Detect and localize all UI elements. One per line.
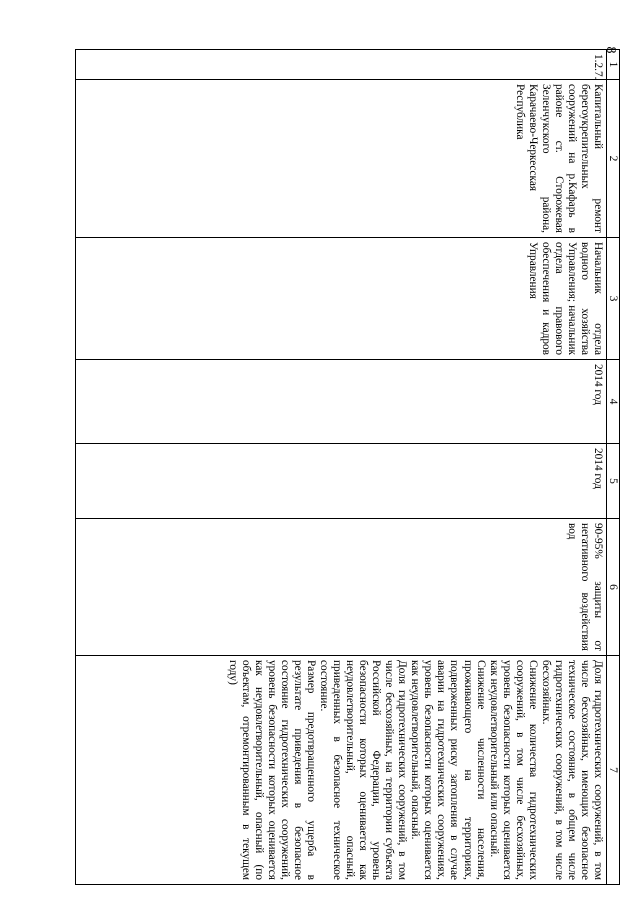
header-col-6: 6 (607, 519, 620, 656)
responsible-cell: Начальник отдела водного хозяйства Управления; начальник отдела правового обеспечения и кадров Управления (76, 238, 607, 360)
row-number-cell: 1.2.7. (76, 50, 607, 80)
header-col-1: 1 (607, 50, 620, 80)
page-number: 8 (603, 46, 618, 54)
table-header-row (607, 50, 620, 885)
start-date-cell: 2014 год (76, 360, 607, 444)
rotated-table-block (75, 49, 620, 884)
indicator-paragraph: Доля гидротехнических сооружений, в том числе бесхозяйных, имеющих безопасное техническое состояние, в общем числе гидротехнических сооружений, в том числе бесхозяйных. (539, 660, 604, 880)
indicator-paragraph: Размер предотвращенного ущерба в результате приведения в безопасное состояние гидротехнических сооружений, уровень безопасности которых оценивается как неудовлетворительный, опасный (по объектам, отремонтированным в текущем году) (226, 660, 317, 880)
measures-table (75, 49, 620, 885)
header-col-7: 7 (607, 656, 620, 885)
header-col-3: 3 (607, 238, 620, 360)
header-col-4: 4 (607, 360, 620, 444)
end-date-cell: 2014 год (76, 444, 607, 519)
indicator-paragraph: Снижение численности населения, проживающего на территориях, подверженных риску затопления в случае аварии на гидротехнических сооружениях, уровень безопасности которых оценивается как неудовлетворительный, опасный. (409, 660, 487, 880)
indicator-paragraph: Снижение количества гидротехнических сооружений, в том числе бесхозяйных, уровень безопасности которых оценивается как неудовлетворительный или опасный. (487, 660, 539, 880)
object-cell: Капитальный ремонт берегоукрепительных сооружений на р.Кафарь в районе ст. Сторожевая Зеленчукского района, Карачаево-Черкесская Республика (76, 80, 607, 238)
indicator-paragraph: Доля гидротехнических сооружений, в том числе бесхозяйных, на территории субъекта Российской Федерации, уровень безопасности которых оценивается как неудовлетворительный, опасный, приведенных в безопасное техническое состояние. (318, 660, 409, 880)
header-col-2: 2 (607, 80, 620, 238)
result-cell: 90-95% защиты от негативного воздействия вод (76, 519, 607, 656)
indicators-cell (76, 656, 607, 885)
header-col-5: 5 (607, 444, 620, 519)
table-row (76, 50, 607, 885)
